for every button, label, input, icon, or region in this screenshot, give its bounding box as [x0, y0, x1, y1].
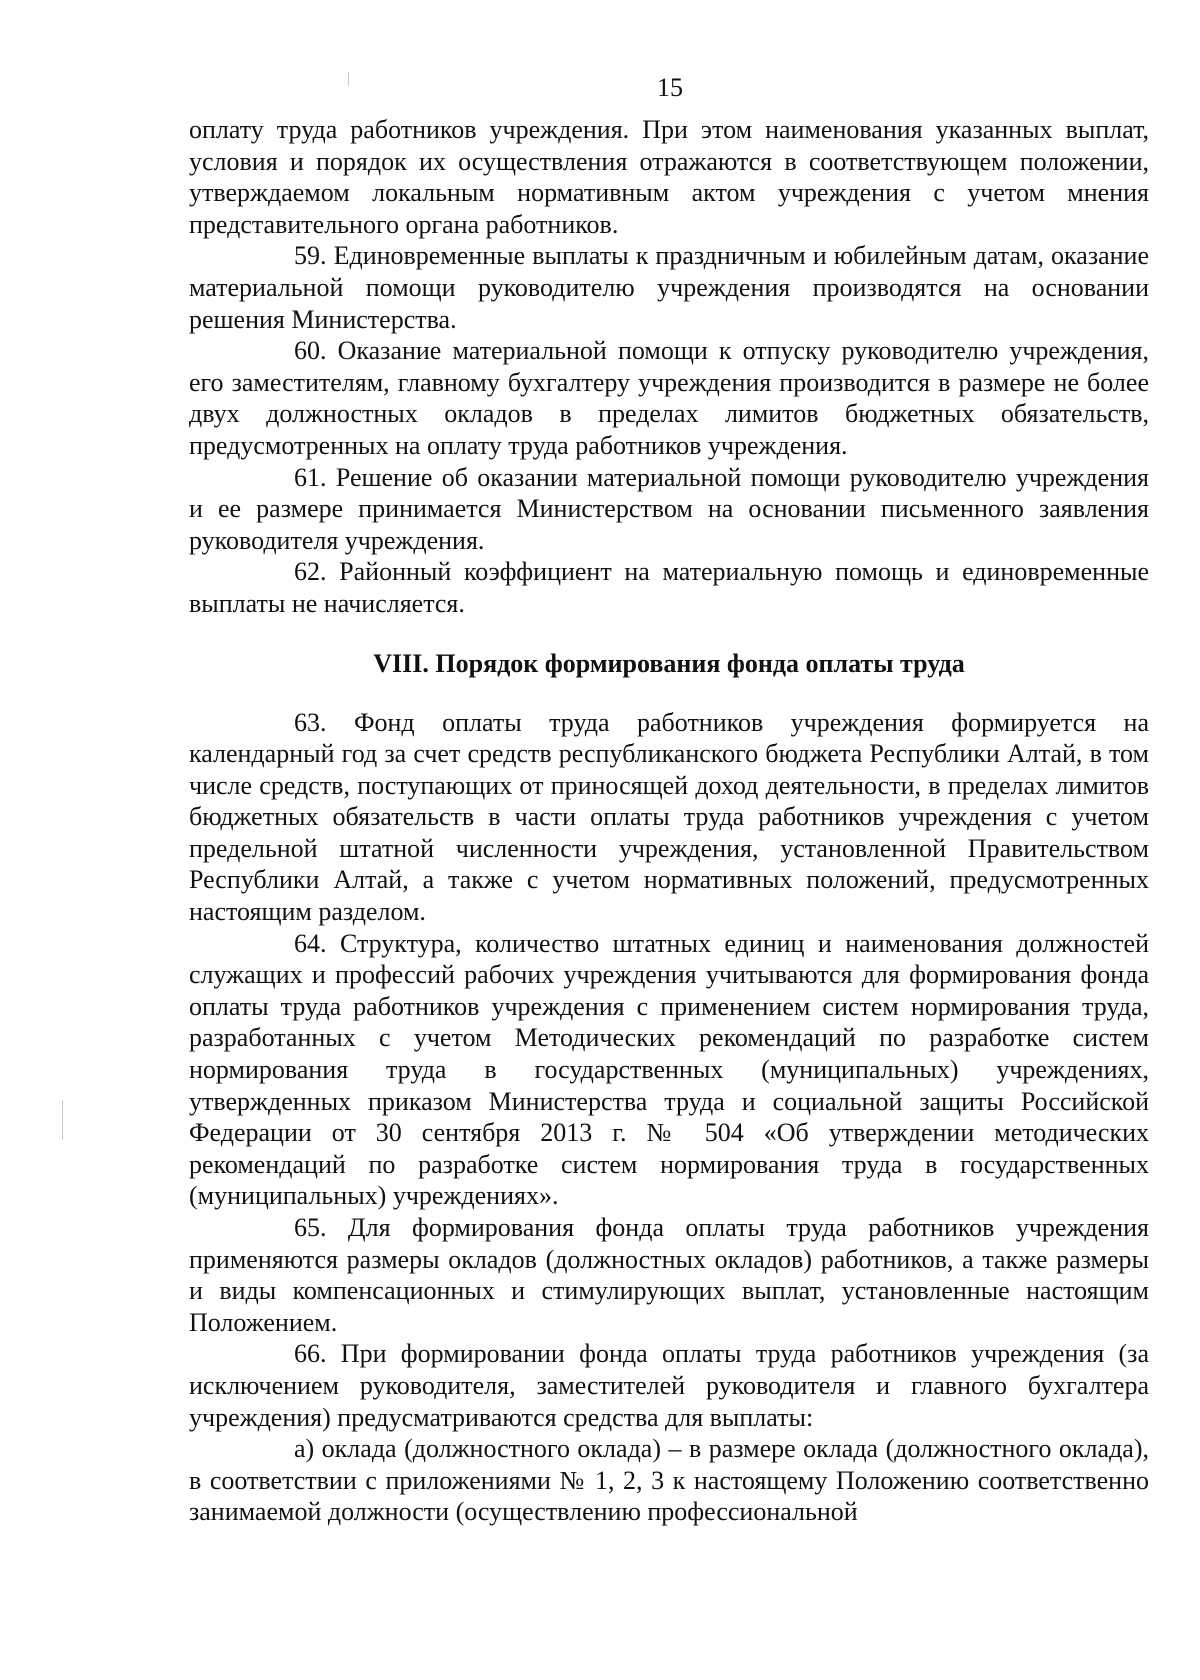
paragraph-continuation: оплату труда работников учреждения. При этом наименования указанных выплат, условия и порядок их осуществления отражаются в соответствующем положении, утверждаемом локальным нормативным актом учреждения с учетом мнения представительного органа работников. — [189, 115, 1149, 239]
paragraph-62: 62. Районный коэффициент на материальную помощь и единовременные выплаты не начисляется. — [189, 557, 1149, 618]
paragraph-61: 61. Решение об оказании материальной помощи руководителю учреждения и ее размере принимается Министерством на основании письменного заявления руководителя учреждения. — [189, 462, 1149, 555]
page-number: 15 — [657, 73, 683, 102]
paragraph-65: 65. Для формирования фонда оплаты труда работников учреждения применяются размеры окладов (должностных окладов) работников, а также размеры и виды компенсационных и стимулирующих выплат, установленные настоящим Положением. — [189, 1213, 1149, 1337]
paragraph-59: 59. Единовременные выплаты к праздничным и юбилейным датам, оказание материальной помощи руководителю учреждения производятся на основании решения Министерства. — [189, 241, 1149, 334]
paragraph-66a: а) оклада (должностного оклада) – в размере оклада (должностного оклада), в соответствии с приложениями № 1, 2, 3 к настоящему Положению соответственно занимаемой должности (осуществлению профессиональной — [189, 1434, 1149, 1527]
section-heading: VIII. Порядок формирования фонда оплаты труда — [373, 648, 965, 678]
scan-margin-mark — [62, 1100, 63, 1140]
document-body — [189, 114, 1149, 1528]
paragraph-64: 64. Структура, количество штатных единиц и наименования должностей служащих и профессий рабочих учреждения учитываются для формирования фонда оплаты труда работников учреждения с применением систем нормирования труда, разработанных с учетом Методических рекомендаций по разработке систем нормирования труда в государственных (муниципальных) учреждениях, утвержденных приказом Министерства труда и социальной защиты Российской Федерации от 30 сентября 2013 г. № 504 «Об утверждении методических рекомендаций по разработке систем нормирования труда в государственных (муниципальных) учреждениях». — [189, 928, 1149, 1211]
paragraph-63: 63. Фонд оплаты труда работников учреждения формируется на календарный год за счет средств республиканского бюджета Республики Алтай, в том числе средств, поступающих от приносящей доход деятельности, в пределах лимитов бюджетных обязательств в части оплаты труда работников учреждения с учетом предельной штатной численности учреждения, установленной Правительством Республики Алтай, а также с учетом нормативных положений, предусмотренных настоящим разделом. — [189, 707, 1149, 927]
paragraph-60: 60. Оказание материальной помощи к отпуску руководителю учреждения, его заместителям, главному бухгалтеру учреждения производится в размере не более двух должностных окладов в пределах лимитов бюджетных обязательств, предусмотренных на оплату труда работников учреждения. — [189, 336, 1149, 460]
paragraph-66: 66. При формировании фонда оплаты труда работников учреждения (за исключением руководителя, заместителей руководителя и главного бухгалтера учреждения) предусматриваются средства для выплаты: — [189, 1339, 1149, 1432]
